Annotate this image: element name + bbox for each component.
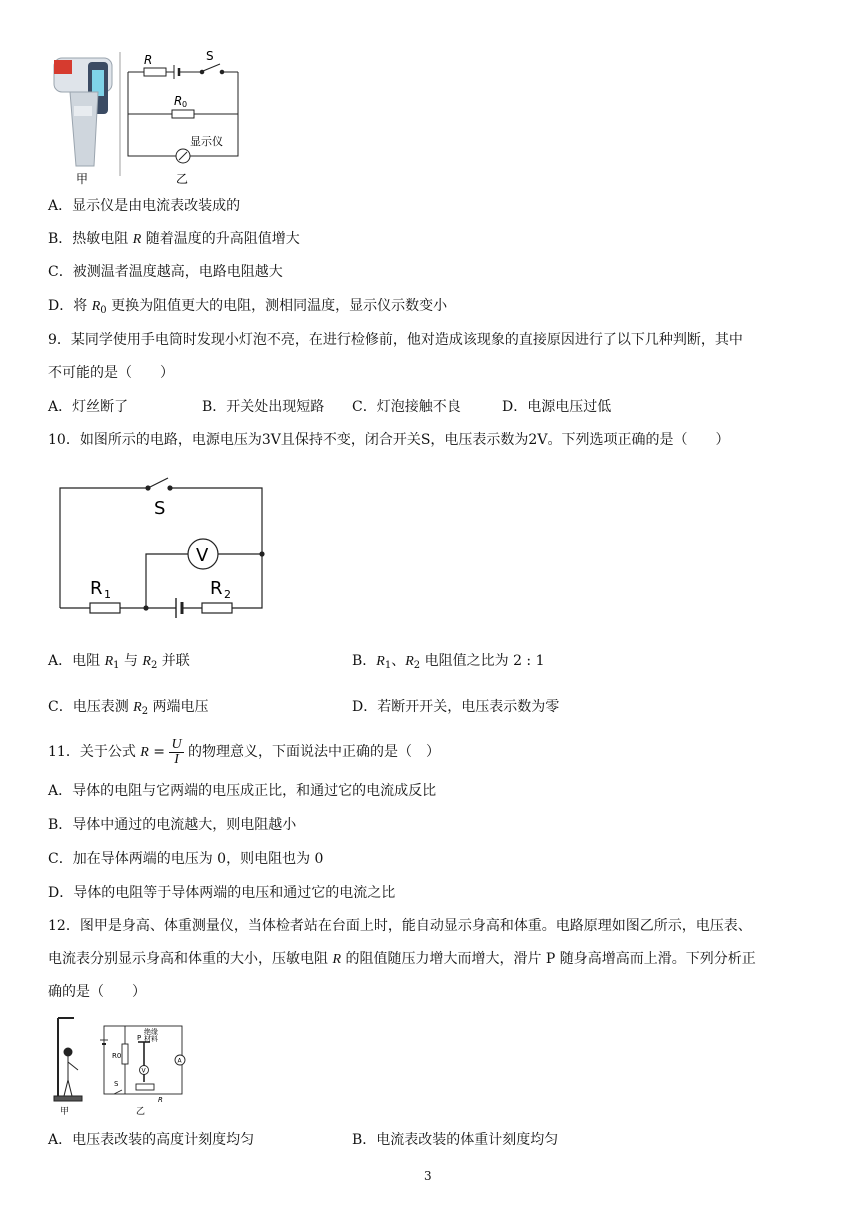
q8-option-c: C．被测温者温度越高，电路电阻越大 <box>48 264 283 280</box>
q12-fig-label-v: V <box>141 1067 146 1075</box>
q12-option-b: B．电流表改装的体重计刻度均匀 <box>352 1132 559 1148</box>
q9-stem-line1: 9．某同学使用手电筒时发现小灯泡不亮，在进行检修前，他对造成该现象的直接原因进行了以下几种判断，其中 <box>48 332 743 348</box>
q10-option-b: B．$R_1$、$R_2$ 电阻值之比为 2 : 1 <box>352 653 545 671</box>
q11-stem: 11．关于公式 R = $\frac{U}{I}$ 的物理意义，下面说法中正确的是（ ） <box>48 736 441 767</box>
page-number: 3 <box>424 1169 432 1183</box>
q9-option-a: A．灯丝断了 <box>48 399 129 415</box>
switch-icon <box>114 1090 122 1094</box>
fig1-label-R0: R <box>174 94 183 108</box>
resistor-R-icon <box>144 68 166 76</box>
q10-fig-label-v: V <box>196 545 209 566</box>
q12-option-a: A．电压表改装的高度计刻度均匀 <box>48 1132 255 1148</box>
q12-fig-label-material: 材料 <box>144 1035 158 1043</box>
fig1-label-jia: 甲 <box>76 172 89 186</box>
switch-s-icon <box>150 478 168 487</box>
q12-stem-line2: 电流表分别显示身高和体重的大小，压敏电阻 R 的阻值随压力增大而增大，滑片 P 随身高增高而上滑。下列分析正 <box>48 951 756 967</box>
q12-fig-label-p: P <box>137 1034 142 1042</box>
q8-option-d: D．将 $R_0$ 更换为阻值更大的电阻，测相同温度，显示仪示数变小 <box>48 298 448 316</box>
switch-icon <box>203 64 220 71</box>
q9-option-b: B．开关处出现短路 <box>202 399 325 415</box>
q11-option-a: A．导体的电阻与它两端的电压成正比，和通过它的电流成反比 <box>48 783 437 799</box>
resistor-r2-icon <box>202 603 232 613</box>
q11-formula-fraction: $\frac{U}{I}$ <box>171 736 182 767</box>
fig1-label-R: R <box>144 53 153 67</box>
q12-stem-line1: 12．图甲是身高、体重测量仪，当体检者站在台面上时，能自动显示身高和体重。电路原理如图乙所示，电压表、 <box>48 918 752 934</box>
q12-fig-label-r0: R0 <box>112 1052 122 1060</box>
q10-fig-label-r1-sub: 1 <box>104 588 111 601</box>
q12-fig-label-a: A <box>177 1057 182 1065</box>
q10-fig-label-s: S <box>154 498 166 519</box>
fig1-circuit <box>128 64 238 163</box>
figure-thermometer-circuit <box>48 48 248 188</box>
q12-circuit <box>100 1026 185 1094</box>
q10-option-c: C．电压表测 $R_2$ 两端电压 <box>48 699 209 717</box>
q10-option-d: D．若断开开关，电压表示数为零 <box>352 699 560 715</box>
q9-option-d: D．电源电压过低 <box>502 399 612 415</box>
resistor-r1-icon <box>90 603 120 613</box>
q12-fig-label-insul: 绝缘 <box>144 1028 158 1036</box>
q9-option-c: C．灯泡接触不良 <box>352 399 461 415</box>
q12-fig-label-yi: 乙 <box>136 1107 146 1117</box>
figure-q10-circuit <box>50 470 280 625</box>
q11-option-b: B．导体中通过的电流越大，则电阻越小 <box>48 817 297 833</box>
q10-stem: 10．如图所示的电路，电源电压为3V且保持不变，闭合开关S，电压表示数为2V。下列选项正确的是（ ） <box>48 432 730 448</box>
q10-circuit-svg <box>50 470 280 625</box>
fig1-label-yi: 乙 <box>176 172 189 186</box>
figure-q12-height-weight <box>48 1014 198 1118</box>
q11-option-c: C．加在导体两端的电压为 0，则电阻也为 0 <box>48 851 324 867</box>
fig1-label-display: 显示仪 <box>190 135 223 148</box>
q8-option-a: A．显示仪是由电流表改装成的 <box>48 198 241 214</box>
q10-fig-label-r2-sub: 2 <box>224 588 231 601</box>
q12-fig-label-jia: 甲 <box>60 1107 70 1117</box>
q12-figure-svg <box>48 1014 198 1118</box>
q12-stem-line3: 确的是（ ） <box>48 984 146 1000</box>
fig1-label-S: S <box>206 49 214 63</box>
q10-option-a: A．电阻 $R_1$ 与 $R_2$ 并联 <box>48 653 190 671</box>
resistor-r-icon <box>136 1084 154 1090</box>
resistor-r0-icon <box>122 1044 128 1064</box>
fig1-label-R0-sub: 0 <box>182 100 188 109</box>
q8-option-b: B．热敏电阻 R 随着温度的升高阻值增大 <box>48 231 300 247</box>
q12-fig-label-r: R <box>158 1096 163 1104</box>
q11-option-d: D．导体的电阻等于导体两端的电压和通过它的电流之比 <box>48 885 396 901</box>
q9-stem-line2: 不可能的是（ ） <box>48 365 174 381</box>
q12-fig-label-s: S <box>114 1080 119 1088</box>
height-scale-person-icon <box>54 1018 82 1101</box>
q10-fig-label-r2: R <box>210 578 223 599</box>
q10-fig-label-r1: R <box>90 578 103 599</box>
thermometer-circuit-svg <box>48 48 248 188</box>
resistor-R0-icon <box>172 110 194 118</box>
infrared-thermometer-icon <box>54 58 112 166</box>
